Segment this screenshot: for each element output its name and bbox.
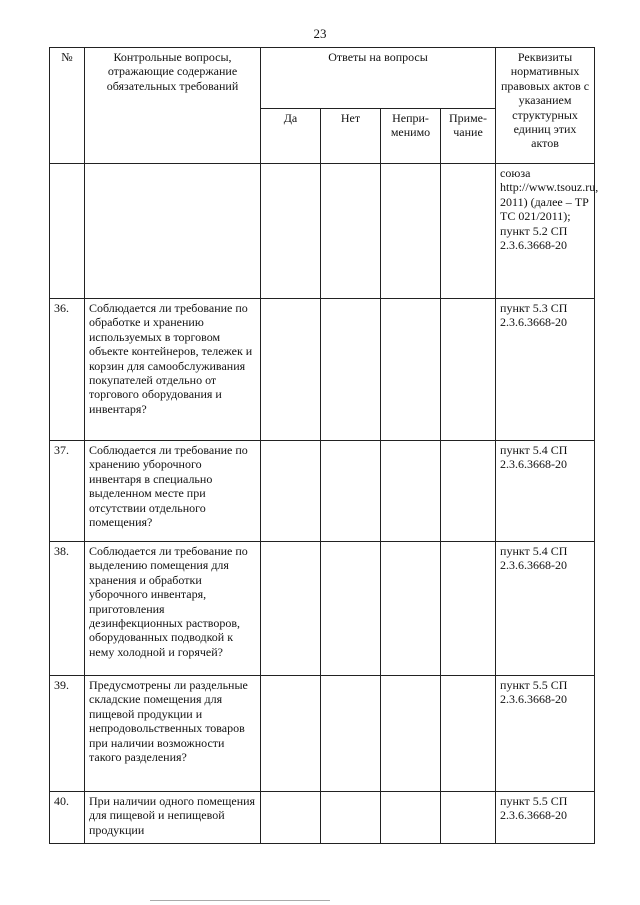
answer-na-cell[interactable] [381, 676, 441, 792]
table-row [50, 792, 595, 844]
page-number: 23 [313, 26, 327, 41]
row-number: 39. [50, 676, 85, 792]
row-requisites: пункт 5.5 СП 2.3.6.3668-20 [496, 792, 595, 844]
checklist-table [49, 47, 599, 844]
row-number [50, 164, 85, 299]
row-requisites: пункт 5.5 СП 2.3.6.3668-20 [496, 676, 595, 792]
header-requisites: Реквизиты нормативных правовых актов с указанием структурных единиц этих актов [496, 48, 595, 164]
header-num: № [50, 48, 85, 164]
answer-na-cell[interactable] [381, 542, 441, 676]
header-row [50, 48, 595, 109]
header-answer-note: Приме-чание [441, 109, 496, 164]
row-question [85, 164, 261, 299]
answer-na-cell[interactable] [381, 441, 441, 542]
row-requisites: пункт 5.3 СП 2.3.6.3668-20 [496, 299, 595, 441]
row-question: Соблюдается ли требование по хранению уборочного инвентаря в специально выделенном месте при отсутствии отдельного помещения? [85, 441, 261, 542]
row-requisites: пункт 5.4 СП 2.3.6.3668-20 [496, 441, 595, 542]
answer-note-cell[interactable] [441, 792, 496, 844]
table-row [50, 542, 595, 676]
row-question: Предусмотрены ли раздельные складские помещения для пищевой продукции и непродовольственных товаров при наличии возможности такого разделения? [85, 676, 261, 792]
answer-note-cell[interactable] [441, 542, 496, 676]
answer-yes-cell[interactable] [261, 164, 321, 299]
answer-yes-cell[interactable] [261, 676, 321, 792]
row-number: 38. [50, 542, 85, 676]
row-number: 37. [50, 441, 85, 542]
answer-na-cell[interactable] [381, 299, 441, 441]
answer-no-cell[interactable] [321, 542, 381, 676]
table-row [50, 676, 595, 792]
answer-no-cell[interactable] [321, 676, 381, 792]
answer-yes-cell[interactable] [261, 792, 321, 844]
answer-yes-cell[interactable] [261, 299, 321, 441]
scan-artifact-line [150, 900, 330, 901]
row-requisites: пункт 5.4 СП 2.3.6.3668-20 [496, 542, 595, 676]
table-row [50, 299, 595, 441]
row-requisites: союза http://www.tsouz.ru, 2011) (далее – ТР ТС 021/2011); пункт 5.2 СП 2.3.6.3668-20 [496, 164, 595, 299]
answer-note-cell[interactable] [441, 441, 496, 542]
row-question: Соблюдается ли требование по выделению помещения для хранения и обработки уборочного инвентаря, приготовления дезинфекционных растворов, оборудованных подводкой к нему холодной и горячей? [85, 542, 261, 676]
table-row [50, 441, 595, 542]
row-number: 36. [50, 299, 85, 441]
answer-no-cell[interactable] [321, 299, 381, 441]
table-row [50, 164, 595, 299]
answer-na-cell[interactable] [381, 792, 441, 844]
answer-no-cell[interactable] [321, 792, 381, 844]
answer-na-cell[interactable] [381, 164, 441, 299]
header-question: Контрольные вопросы, отражающие содержание обязательных требований [85, 48, 261, 164]
row-question: Соблюдается ли требование по обработке и хранению используемых в торговом объекте контейнеров, тележек и корзин для самообслуживания покупателей отдельно от торгового оборудования и инвентаря? [85, 299, 261, 441]
answer-note-cell[interactable] [441, 676, 496, 792]
row-number: 40. [50, 792, 85, 844]
answer-yes-cell[interactable] [261, 542, 321, 676]
answer-note-cell[interactable] [441, 299, 496, 441]
answer-yes-cell[interactable] [261, 441, 321, 542]
header-answer-yes: Да [261, 109, 321, 164]
answer-note-cell[interactable] [441, 164, 496, 299]
header-answers-group: Ответы на вопросы [261, 48, 496, 109]
header-answer-na: Непри-менимо [381, 109, 441, 164]
answer-no-cell[interactable] [321, 164, 381, 299]
row-question: При наличии одного помещения для пищевой и непищевой продукции [85, 792, 261, 844]
answer-no-cell[interactable] [321, 441, 381, 542]
header-answer-no: Нет [321, 109, 381, 164]
